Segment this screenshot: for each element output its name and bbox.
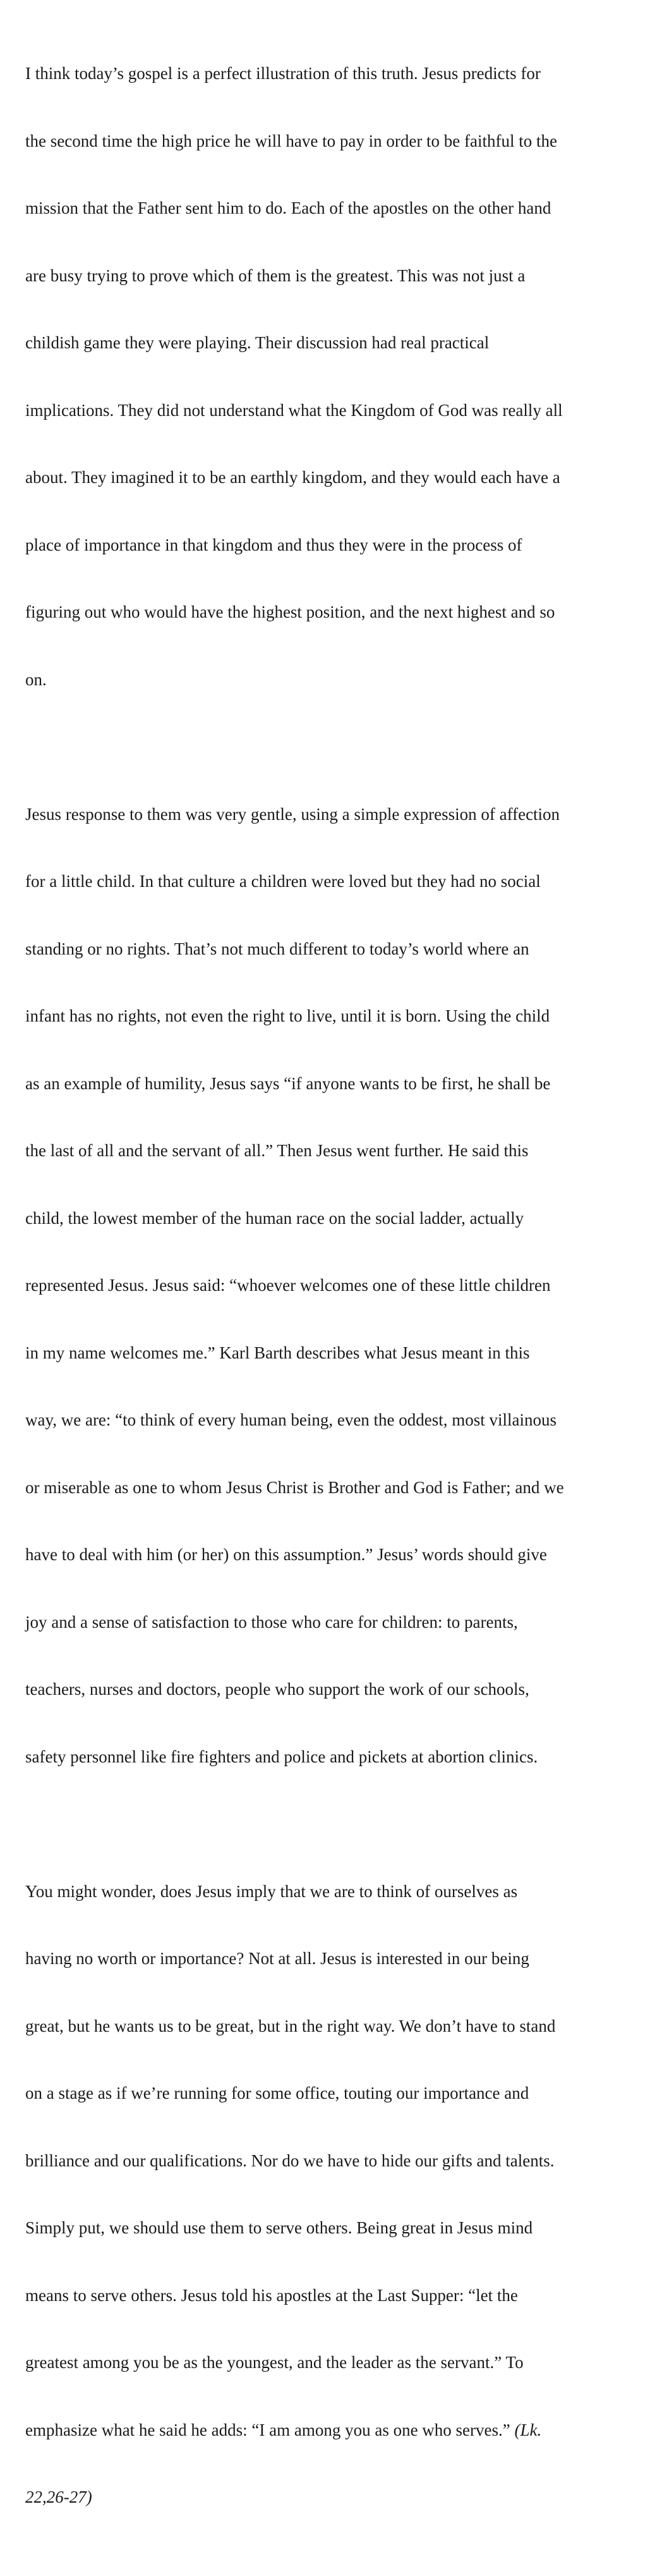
text-line: great, but he wants us to be great, but in the right way. We don’t have to stand [25, 2016, 556, 2036]
text-line: brilliance and our qualifications. Nor do we have to hide our gifts and talents. [25, 2151, 555, 2170]
paragraph-2 [25, 759, 651, 1814]
text-line: having no worth or importance? Not at all. Jesus is interested in our being [25, 1949, 529, 1968]
text-line: Jesus response to them was very gentle, using a simple expression of affection [25, 804, 560, 824]
text-line: are busy trying to prove which of them is the greatest. This was not just a [25, 266, 526, 285]
document-body [25, 18, 651, 2576]
text-line: joy and a sense of satisfaction to those who care for children: to parents, [25, 1612, 518, 1632]
text-line: child, the lowest member of the human race on the social ladder, actually [25, 1208, 524, 1228]
text-line: implications. They did not understand what the Kingdom of God was really all [25, 400, 563, 420]
text-line: represented Jesus. Jesus said: “whoever welcomes one of these little children [25, 1276, 551, 1295]
text-line: the second time the high price he will have to pay in order to be faithful to the [25, 131, 557, 150]
text-line: emphasize what he said he adds: “I am among you as one who serves.” [25, 2420, 510, 2439]
text-line: greatest among you be as the youngest, and the leader as the servant.” To [25, 2353, 524, 2372]
text-line: standing or no rights. That’s not much different to today’s world where an [25, 939, 529, 958]
text-line: for a little child. In that culture a children were loved but they had no social [25, 872, 541, 891]
text-line: in my name welcomes me.” Karl Barth describes what Jesus meant in this [25, 1343, 530, 1362]
scripture-citation-continued: 22,26-27) [25, 2487, 92, 2506]
text-line: on a stage as if we’re running for some office, touting our importance and [25, 2084, 529, 2103]
text-line: childish game they were playing. Their discussion had real practical [25, 333, 490, 352]
text-line: means to serve others. Jesus told his apostles at the Last Supper: “let the [25, 2285, 518, 2305]
text-line: figuring out who would have the highest position, and the next highest and so [25, 602, 555, 621]
text-line: I think today’s gospel is a perfect illustration of this truth. Jesus predicts for [25, 64, 541, 83]
text-line: as an example of humility, Jesus says “if anyone wants to be first, he shall be [25, 1073, 551, 1093]
text-line: way, we are: “to think of every human being, even the oddest, most villainous [25, 1410, 557, 1429]
text-line: mission that the Father sent him to do. Each of the apostles on the other hand [25, 198, 551, 217]
text-line: on. [25, 669, 47, 689]
paragraph-3 [25, 1836, 651, 2554]
text-line: the last of all and the servant of all.” Then Jesus went further. He said this [25, 1141, 529, 1160]
text-line: teachers, nurses and doctors, people who support the work of our schools, [25, 1680, 529, 1699]
text-line: safety personnel like fire fighters and police and pickets at abortion clinics. [25, 1747, 538, 1766]
scripture-citation: (Lk. [514, 2420, 542, 2439]
text-line: have to deal with him (or her) on this assumption.” Jesus’ words should give [25, 1545, 547, 1564]
text-line: You might wonder, does Jesus imply that we are to think of ourselves as [25, 1881, 518, 1901]
text-line: place of importance in that kingdom and thus they were in the process of [25, 535, 522, 554]
text-line: about. They imagined it to be an earthly kingdom, and they would each have a [25, 468, 560, 487]
text-line-with-citation [25, 2419, 651, 2442]
text-line: or miserable as one to whom Jesus Christ is Brother and God is Father; and we [25, 1477, 564, 1497]
text-line: Simply put, we should use them to serve others. Being great in Jesus mind [25, 2218, 533, 2237]
paragraph-1 [25, 18, 651, 736]
text-line: infant has no rights, not even the right to live, until it is born. Using the child [25, 1006, 550, 1025]
